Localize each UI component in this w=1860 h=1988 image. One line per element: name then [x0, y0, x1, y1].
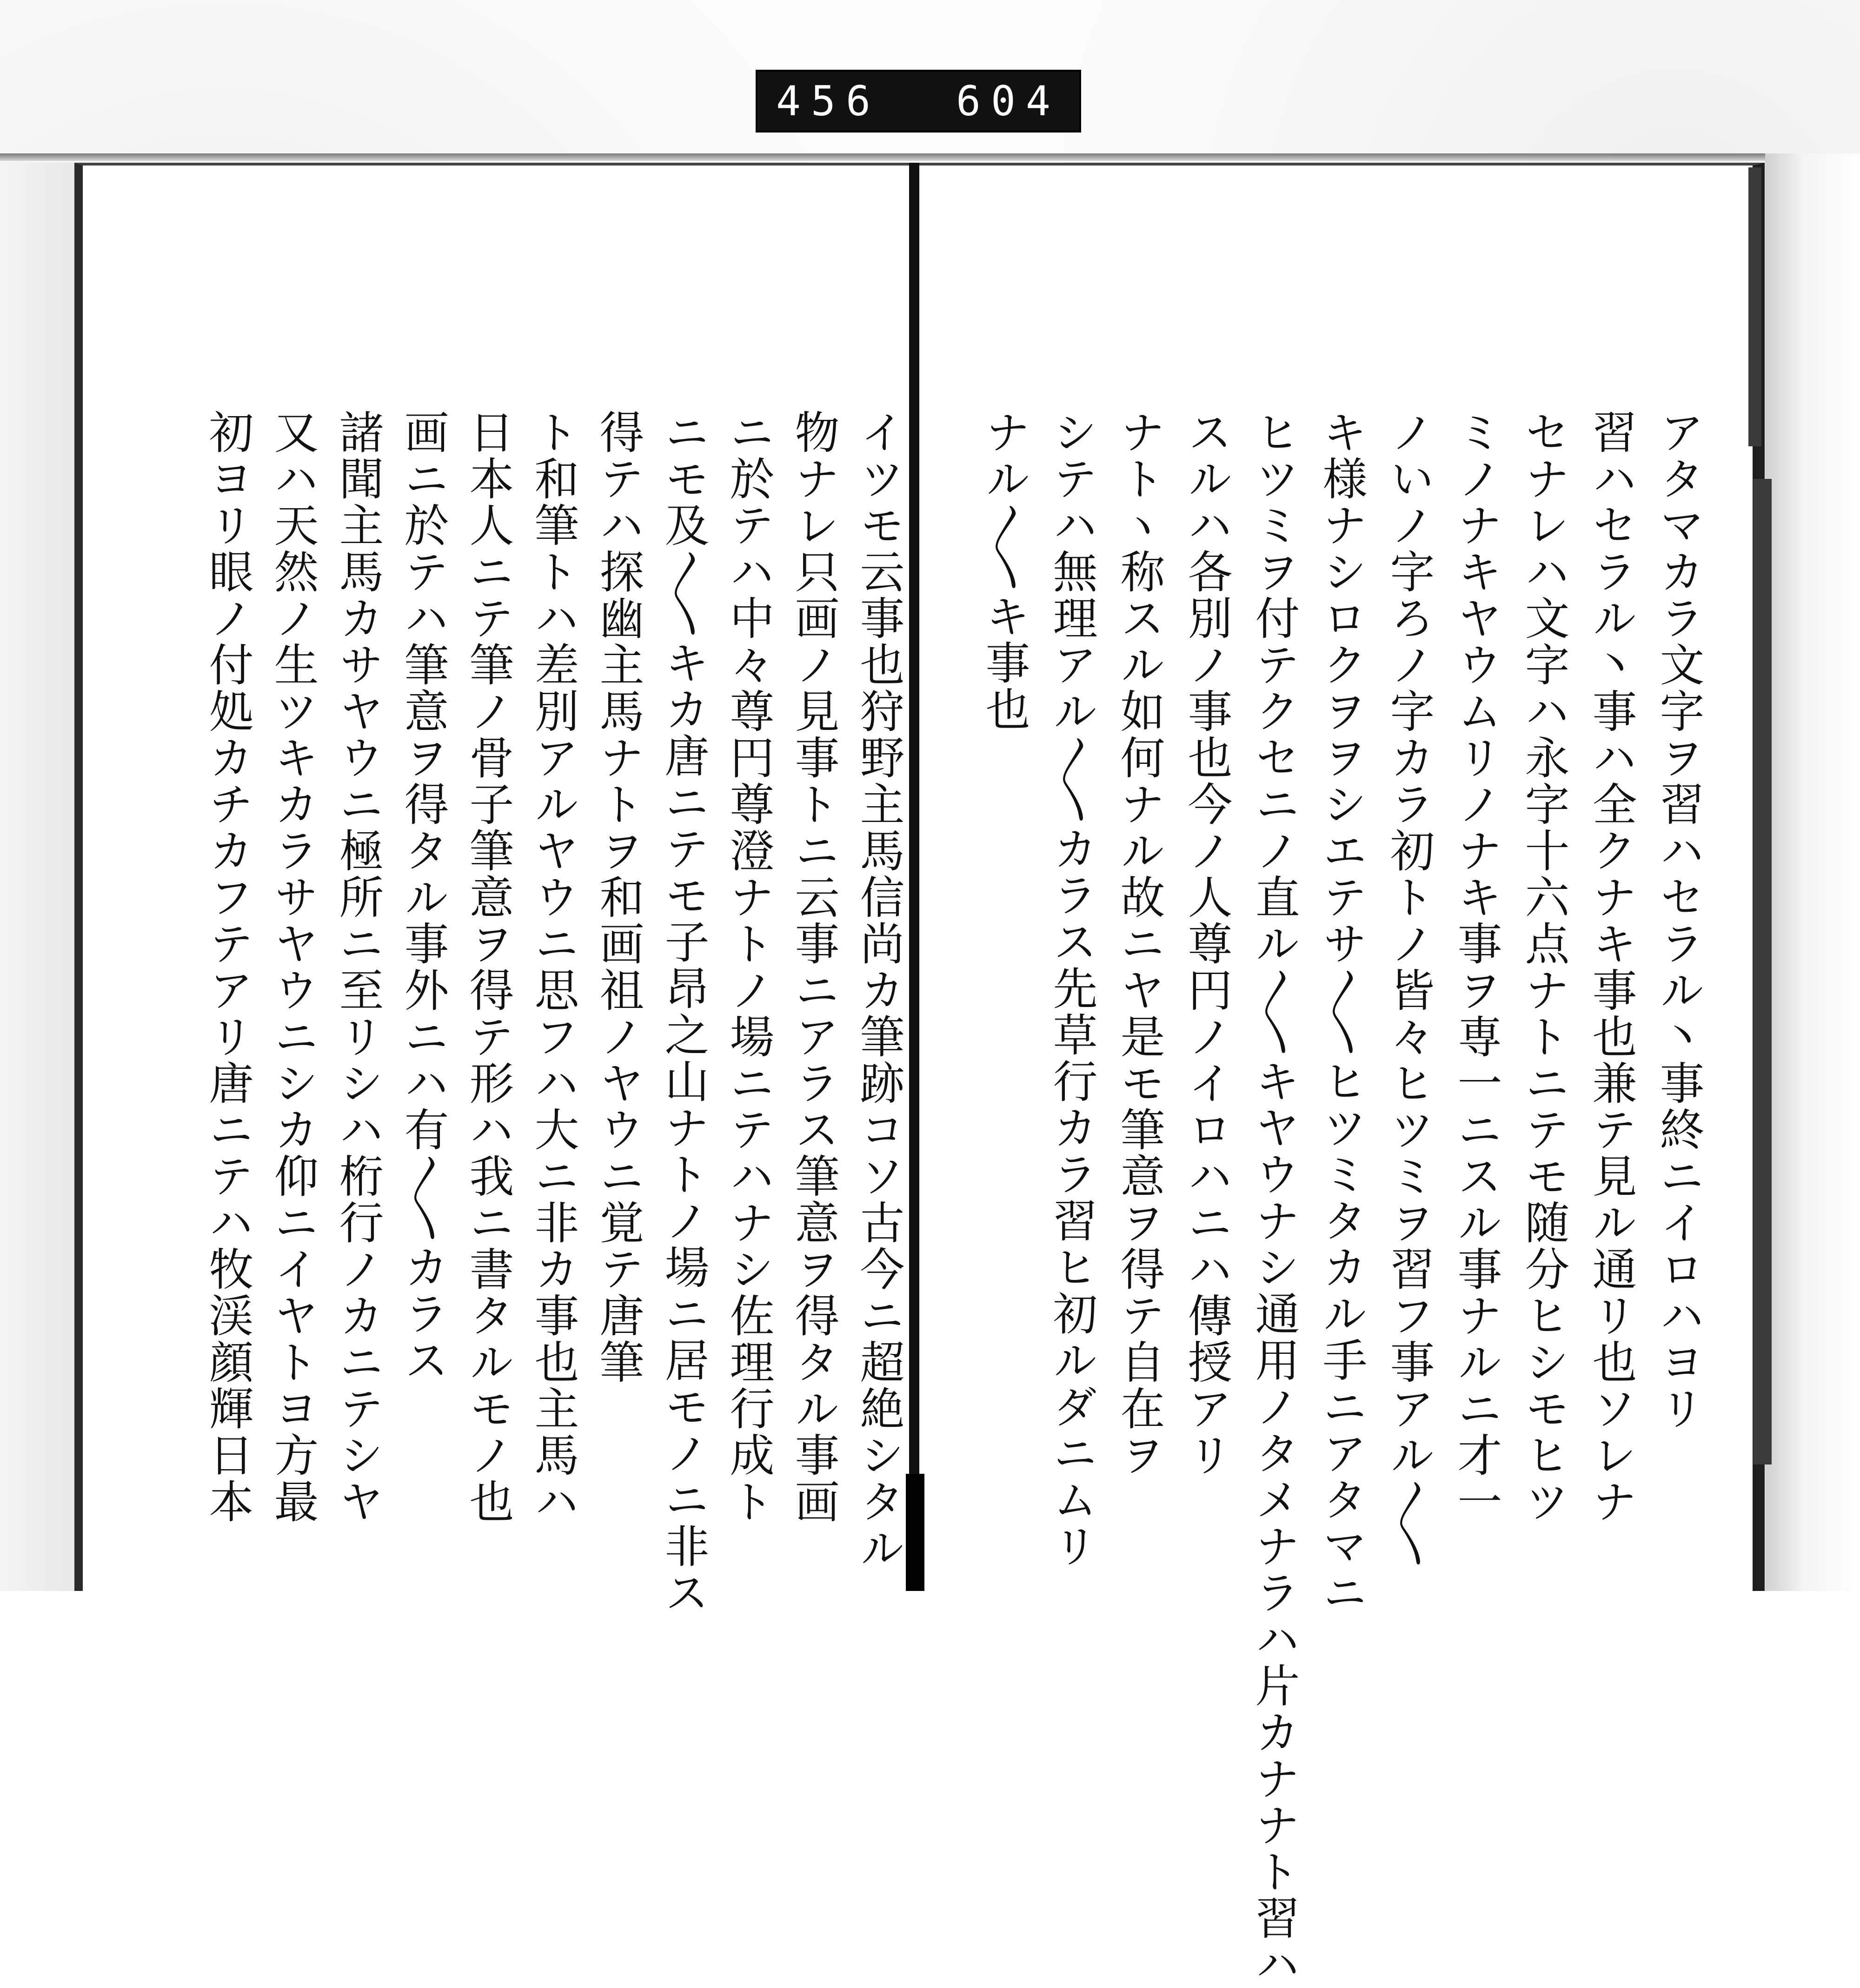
- right-page-column: ナル〳〵キ事也: [978, 409, 1030, 733]
- right-page-column: シテハ無理アル〳〵カラス先草行カラ習ヒ初ルダニムリ: [1046, 409, 1098, 1570]
- left-page-column: ニ於テハ中々尊円尊澄ナトノ場ニテハナシ佐理行成ト: [723, 409, 775, 1525]
- left-page-column: ト和筆トハ差別アルヤウニ思フハ大ニ非カ事也主馬ハ: [527, 409, 579, 1525]
- right-page-column: セナレハ文字ハ永字十六点ナトニテモ随分ヒシモヒツ: [1518, 409, 1570, 1525]
- right-page-column: ナトヽ称スル如何ナル故ニヤ是モ筆意ヲ得テ自在ヲ: [1113, 409, 1165, 1478]
- left-page-column: ニモ及〳〵キカ唐ニテモ子昂之山ナトノ場ニ居モノニ非ス: [658, 409, 710, 1616]
- right-page-column: 習ハセラル丶事ハ全クナキ事也兼テ見ル通リ也ソレナ: [1585, 409, 1637, 1525]
- book-spine: [909, 163, 919, 1591]
- right-page-column: スルハ各別ノ事也今ノ人尊円ノイロハニハ傳授アリ: [1181, 409, 1233, 1478]
- right-page-edge: [1765, 153, 1860, 1591]
- left-page-column: 諸聞主馬カサヤウニ極所ニ至リシハ桁行ノカニテシヤ: [332, 409, 384, 1525]
- right-page-column: ヒツミヲ付テクセニノ直ル〳〵キヤウナシ通用ノタメナラハ片カナナト習ハ: [1248, 409, 1300, 1988]
- left-page-column: 画ニ於テハ筆意ヲ得タル事外ニハ有〳〵カラス: [397, 409, 449, 1384]
- book-top-edge: [0, 153, 1767, 161]
- film-frame-number: 604: [956, 77, 1061, 125]
- spine-binding: [906, 1474, 924, 1591]
- film-frame-label: [756, 70, 1081, 133]
- left-page-edge: [0, 163, 74, 1591]
- right-page-column: キ様ナシロクヲヲシエテサ〳〵ヒツミタカル手ニアタマニ: [1315, 409, 1368, 1616]
- right-page-column: ミノナキヤウムリノナキ事ヲ専一ニスル事ナルニ才一: [1450, 409, 1502, 1525]
- left-page-column: 又ハ天然ノ生ツキカラサヤウニシカ仰ニイヤトヨ方最: [267, 409, 319, 1525]
- right-page-column: アタマカラ文字ヲ習ハセラル丶事終ニイロハヨリ: [1653, 409, 1705, 1432]
- left-page-column: 物ナレ只画ノ見事トニ云事ニアラス筆意ヲ得タル事画: [788, 409, 840, 1525]
- right-page-shadow: [1753, 479, 1772, 1464]
- left-page-column: イツモ云事也狩野主馬信尚カ筆跡コソ古今ニ超絶シタル: [853, 409, 905, 1571]
- right-page-shadow-top: [1748, 167, 1761, 446]
- left-page-column: 日本人ニテ筆ノ骨子筆意ヲ得テ形ハ我ニ書タルモノ也: [462, 409, 514, 1525]
- right-page-column: ノいノ字ろノ字カラ初トノ皆々ヒツミヲ習フ事アル〳〵: [1383, 409, 1435, 1570]
- left-page-column: 初ヨリ眼ノ付処カチカフテアリ唐ニテハ牧渓顔輝日本: [202, 409, 254, 1525]
- left-page-column: 得テハ探幽主馬ナトヲ和画祖ノヤウニ覚テ唐筆: [592, 409, 644, 1385]
- film-reel-number: 456: [776, 77, 881, 125]
